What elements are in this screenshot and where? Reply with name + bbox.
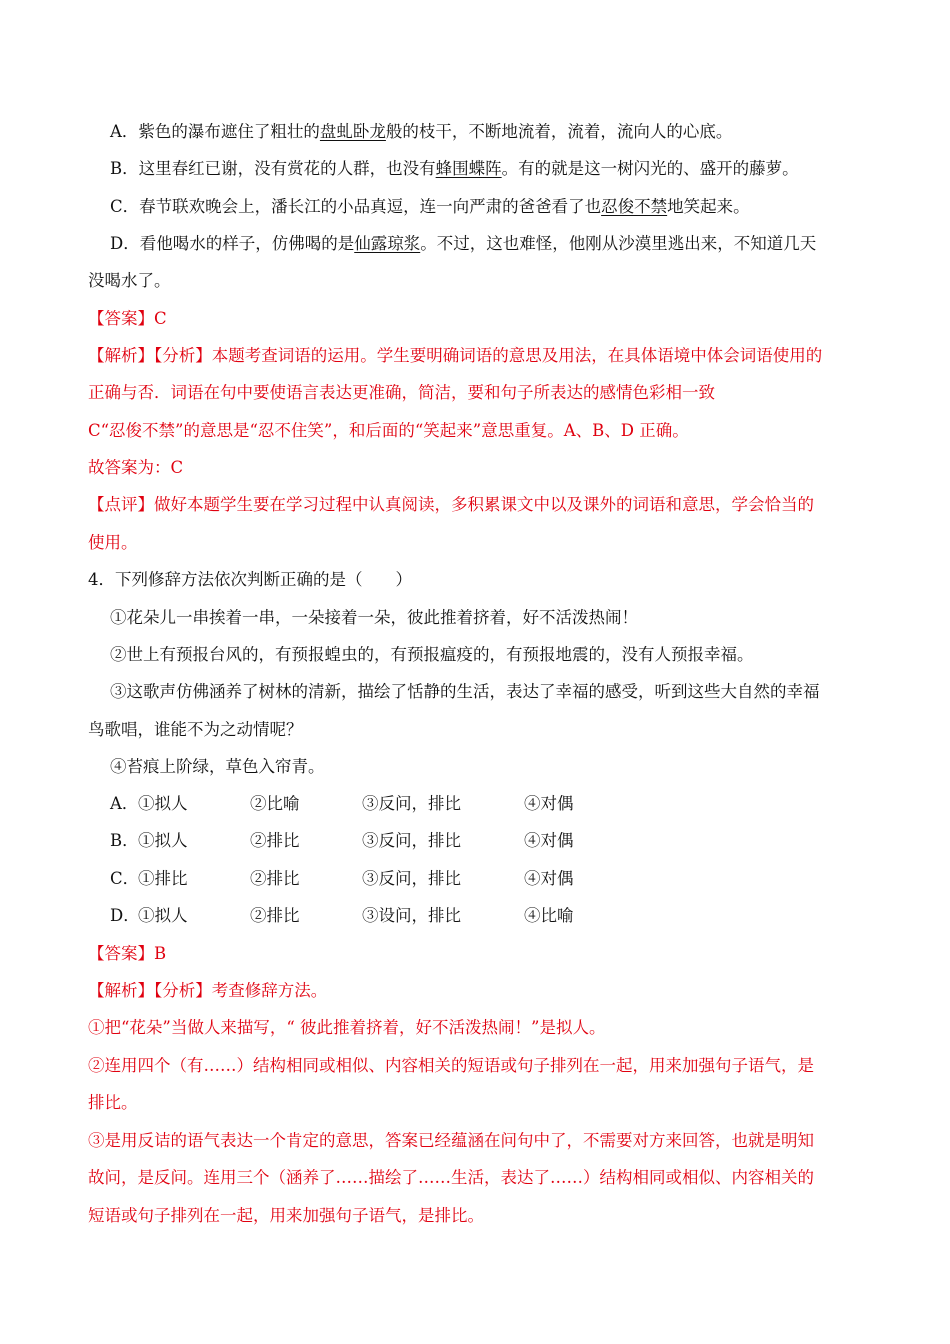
q3-comment-line-1: 【点评】做好本题学生要在学习过程中认真阅读，多积累课文中以及课外的词语和意思，学会恰当的	[88, 495, 814, 514]
q4-analysis-2: ②连用四个（有……）结构相同或相似、内容相关的短语或句子排列在一起，用来加强句子语气，是	[88, 1056, 814, 1075]
q3-comment-line-2: 使用。	[88, 533, 138, 552]
q4-answer: 【答案】B	[88, 944, 167, 963]
option-item-2: ②排比	[250, 906, 300, 925]
q4-analysis-3: ③是用反诘的语气表达一个肯定的意思，答案已经蕴涵在问句中了，不需要对方来回答，也就是明知	[88, 1131, 814, 1150]
q4-option-a	[110, 793, 810, 815]
q4-sentence-4: ④苔痕上阶绿，草色入帘青。	[110, 757, 325, 776]
option-item-2: ②比喻	[250, 794, 300, 813]
q4-option-c	[110, 868, 810, 890]
q3-option-a	[110, 121, 732, 143]
option-a-text: A．紫色的瀑布遮住了粗壮的	[110, 122, 320, 141]
option-item-1: ①拟人	[138, 906, 188, 925]
option-b-text-end: 。有的就是这一树闪光的、盛开的藤萝。	[501, 159, 799, 178]
q3-analysis-line-2: 正确与否．词语在句中要使语言表达更准确，简洁，要和句子所表达的感情色彩相一致	[88, 383, 715, 402]
q3-option-c	[110, 196, 750, 218]
option-item-4: ④对偶	[524, 831, 574, 850]
option-item-1: ①拟人	[138, 831, 188, 850]
q4-sentence-3: ③这歌声仿佛涵养了树林的清新，描绘了恬静的生活，表达了幸福的感受，听到这些大自然的幸福	[110, 682, 820, 701]
option-item-4: ④对偶	[524, 794, 574, 813]
q3-option-d	[110, 233, 816, 255]
option-item-3: ③反问，排比	[362, 831, 461, 850]
q3-option-d-cont: 没喝水了。	[88, 271, 171, 290]
option-item-1: ①拟人	[138, 794, 188, 813]
option-d-text: D．看他喝水的样子，仿佛喝的是	[110, 234, 355, 253]
option-item-2: ②排比	[250, 869, 300, 888]
option-item-3: ③反问，排比	[362, 869, 461, 888]
q4-analysis-head: 【解析】【分析】考查修辞方法。	[88, 981, 328, 1000]
q4-sentence-2: ②世上有预报台风的，有预报蝗虫的，有预报瘟疫的，有预报地震的，没有人预报幸福。	[110, 645, 754, 664]
option-c-text-end: 地笑起来。	[667, 197, 750, 216]
option-letter: B．	[110, 831, 139, 850]
option-item-1: ①排比	[138, 869, 188, 888]
q4-analysis-2-cont: 排比。	[88, 1093, 138, 1112]
q4-analysis-3-cont-1: 故问，是反问。连用三个（涵养了……描绘了……生活，表达了……）结构相同或相似、内容相关的	[88, 1168, 814, 1187]
option-a-idiom: 盘虬卧龙	[319, 122, 386, 141]
q3-analysis-line-1: 【解析】【分析】本题考查词语的运用。学生要明确词语的意思及用法，在具体语境中体会词语使用的	[88, 346, 823, 365]
option-c-idiom: 忍俊不禁	[601, 197, 668, 216]
option-item-3: ③设问，排比	[362, 906, 461, 925]
q4-option-b	[110, 830, 810, 852]
q3-answer: 【答案】C	[88, 309, 167, 328]
option-b-text: B．这里春红已谢，没有赏花的人群，也没有	[110, 159, 436, 178]
option-a-text-end: 般的枝干，不断地流着，流着，流向人的心底。	[385, 122, 733, 141]
q4-stem: 4．下列修辞方法依次判断正确的是（ ）	[88, 570, 412, 589]
option-c-text: C．春节联欢晚会上，潘长江的小品真逗，连一向严肃的爸爸看了也	[110, 197, 602, 216]
option-b-idiom: 蜂围蝶阵	[435, 159, 502, 178]
q4-option-d	[110, 905, 810, 927]
option-letter: A．	[110, 794, 139, 813]
option-item-4: ④比喻	[524, 906, 574, 925]
option-item-4: ④对偶	[524, 869, 574, 888]
option-item-3: ③反问，排比	[362, 794, 461, 813]
option-d-text-end: 。不过，这也难怪，他刚从沙漠里逃出来，不知道几天	[420, 234, 817, 253]
q4-analysis-3-cont-2: 短语或句子排列在一起，用来加强句子语气，是排比。	[88, 1206, 484, 1225]
q3-analysis-line-3: C“忍俊不禁”的意思是“忍不住笑”，和后面的“笑起来”意思重复。A、B、D 正确。	[88, 421, 689, 440]
option-d-idiom: 仙露琼浆	[354, 234, 421, 253]
option-item-2: ②排比	[250, 831, 300, 850]
q4-analysis-1: ①把“花朵”当做人来描写，“ 彼此推着挤着，好不活泼热闹！”是拟人。	[88, 1018, 606, 1037]
option-letter: C．	[110, 869, 140, 888]
q3-final-answer: 故答案为：C	[88, 458, 184, 477]
q4-sentence-3-cont: 鸟歌唱，谁能不为之动情呢？	[88, 720, 303, 739]
option-letter: D．	[110, 906, 140, 925]
q4-sentence-1: ①花朵儿一串挨着一串，一朵接着一朵，彼此推着挤着，好不活泼热闹！	[110, 608, 638, 627]
q3-option-b	[110, 158, 799, 180]
